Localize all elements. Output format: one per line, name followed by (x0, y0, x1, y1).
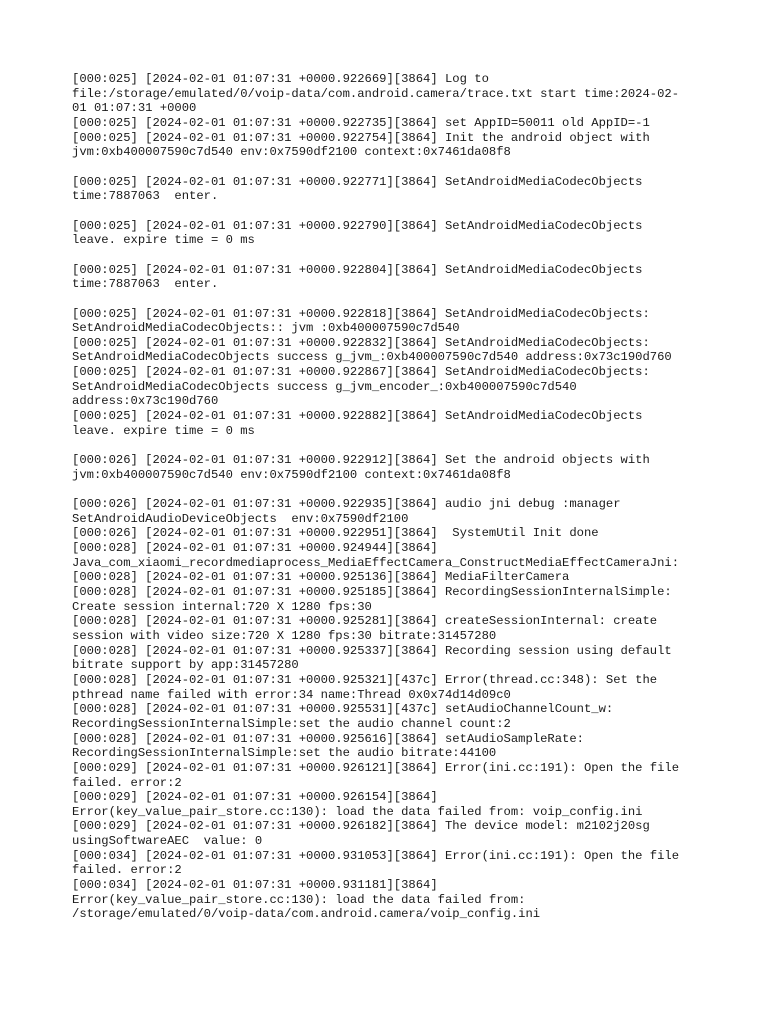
log-line: Error(key_value_pair_store.cc:130): load the data failed from: voip_config.ini (72, 804, 643, 819)
log-line: SetAndroidAudioDeviceObjects env:0x7590df2100 (72, 511, 409, 526)
log-line: 01 01:07:31 +0000 (72, 101, 197, 116)
log-line: Java_com_xiaomi_recordmediaprocess_MediaEffectCamera_ConstructMediaEffectCameraJni: (72, 555, 680, 570)
log-line: /storage/emulated/0/voip-data/com.android.camera/voip_config.ini (72, 907, 541, 922)
log-line: time:7887063 enter. (72, 277, 219, 292)
blank-line (72, 248, 712, 263)
log-line: [000:028] [2024-02-01 01:07:31 +0000.925337][3864] Recording session using default (72, 643, 672, 658)
blank-line (72, 160, 712, 175)
log-line: [000:026] [2024-02-01 01:07:31 +0000.922951][3864] SystemUtil Init done (72, 526, 599, 541)
blank-line (72, 438, 712, 453)
log-line: [000:026] [2024-02-01 01:07:31 +0000.922912][3864] Set the android objects with (72, 453, 650, 468)
log-line: jvm:0xb400007590c7d540 env:0x7590df2100 context:0x7461da08f8 (72, 467, 511, 482)
log-line: [000:026] [2024-02-01 01:07:31 +0000.922935][3864] audio jni debug :manager (72, 497, 621, 512)
log-line: [000:025] [2024-02-01 01:07:31 +0000.922867][3864] SetAndroidMediaCodecObjects: (72, 365, 650, 380)
log-line: [000:034] [2024-02-01 01:07:31 +0000.931181][3864] (72, 878, 438, 893)
blank-line (72, 482, 712, 497)
log-line: Error(key_value_pair_store.cc:130): load the data failed from: (72, 892, 526, 907)
log-line: [000:028] [2024-02-01 01:07:31 +0000.925281][3864] createSessionInternal: create (72, 614, 658, 629)
log-line: usingSoftwareAEC value: 0 (72, 834, 263, 849)
log-line: [000:028] [2024-02-01 01:07:31 +0000.925321][437c] Error(thread.cc:348): Set the (72, 672, 658, 687)
log-line: RecordingSessionInternalSimple:set the audio bitrate:44100 (72, 746, 497, 761)
log-line: leave. expire time = 0 ms (72, 233, 255, 248)
log-line: session with video size:720 X 1280 fps:30 bitrate:31457280 (72, 628, 497, 643)
log-line: SetAndroidMediaCodecObjects success g_jvm_encoder_:0xb400007590c7d540 (72, 379, 577, 394)
log-line: SetAndroidMediaCodecObjects:: jvm :0xb400007590c7d540 (72, 321, 460, 336)
log-line: bitrate support by app:31457280 (72, 658, 299, 673)
log-line: [000:028] [2024-02-01 01:07:31 +0000.924944][3864] (72, 541, 438, 555)
log-line: address:0x73c190d760 (72, 394, 219, 409)
log-line: Create session internal:720 X 1280 fps:30 (72, 599, 372, 614)
log-line: [000:025] [2024-02-01 01:07:31 +0000.922882][3864] SetAndroidMediaCodecObjects (72, 409, 643, 424)
blank-line (72, 292, 712, 307)
log-line: time:7887063 enter. (72, 189, 219, 204)
log-line: [000:025] [2024-02-01 01:07:31 +0000.922735][3864] set AppID=50011 old AppID=-1 (72, 115, 650, 130)
log-line: RecordingSessionInternalSimple:set the audio channel count:2 (72, 716, 511, 731)
log-line: [000:025] [2024-02-01 01:07:31 +0000.922804][3864] SetAndroidMediaCodecObjects (72, 262, 643, 277)
log-line: [000:025] [2024-02-01 01:07:31 +0000.922669][3864] Log to (72, 72, 489, 86)
log-line: [000:025] [2024-02-01 01:07:31 +0000.922790][3864] SetAndroidMediaCodecObjects (72, 218, 643, 233)
log-line: [000:028] [2024-02-01 01:07:31 +0000.925136][3864] MediaFilterCamera (72, 570, 570, 585)
log-line: [000:028] [2024-02-01 01:07:31 +0000.925616][3864] setAudioSampleRate: (72, 731, 584, 746)
log-document (72, 72, 712, 922)
log-line: leave. expire time = 0 ms (72, 423, 255, 438)
log-line: failed. error:2 (72, 863, 182, 878)
log-line: jvm:0xb400007590c7d540 env:0x7590df2100 context:0x7461da08f8 (72, 145, 511, 160)
log-line: [000:025] [2024-02-01 01:07:31 +0000.922771][3864] SetAndroidMediaCodecObjects (72, 174, 643, 189)
log-line: [000:025] [2024-02-01 01:07:31 +0000.922832][3864] SetAndroidMediaCodecObjects: (72, 335, 650, 350)
log-line: [000:025] [2024-02-01 01:07:31 +0000.922818][3864] SetAndroidMediaCodecObjects: (72, 306, 650, 321)
log-line: failed. error:2 (72, 775, 182, 790)
log-line: pthread name failed with error:34 name:Thread 0x0x74d14d09c0 (72, 687, 511, 702)
log-line: [000:029] [2024-02-01 01:07:31 +0000.926121][3864] Error(ini.cc:191): Open the file (72, 760, 680, 775)
log-line: [000:029] [2024-02-01 01:07:31 +0000.926182][3864] The device model: m2102j20sg (72, 819, 650, 834)
log-line: [000:028] [2024-02-01 01:07:31 +0000.925531][437c] setAudioChannelCount_w: (72, 702, 614, 717)
log-line: [000:029] [2024-02-01 01:07:31 +0000.926154][3864] (72, 790, 438, 805)
blank-line (72, 204, 712, 219)
log-line: [000:034] [2024-02-01 01:07:31 +0000.931053][3864] Error(ini.cc:191): Open the file (72, 848, 680, 863)
log-line: [000:028] [2024-02-01 01:07:31 +0000.925185][3864] RecordingSessionInternalSimple: (72, 584, 672, 599)
log-line: SetAndroidMediaCodecObjects success g_jvm_:0xb400007590c7d540 address:0x73c190d760 (72, 350, 672, 365)
log-line: file:/storage/emulated/0/voip-data/com.android.camera/trace.txt start time:2024-02- (72, 86, 680, 101)
log-line: [000:025] [2024-02-01 01:07:31 +0000.922754][3864] Init the android object with (72, 130, 650, 145)
